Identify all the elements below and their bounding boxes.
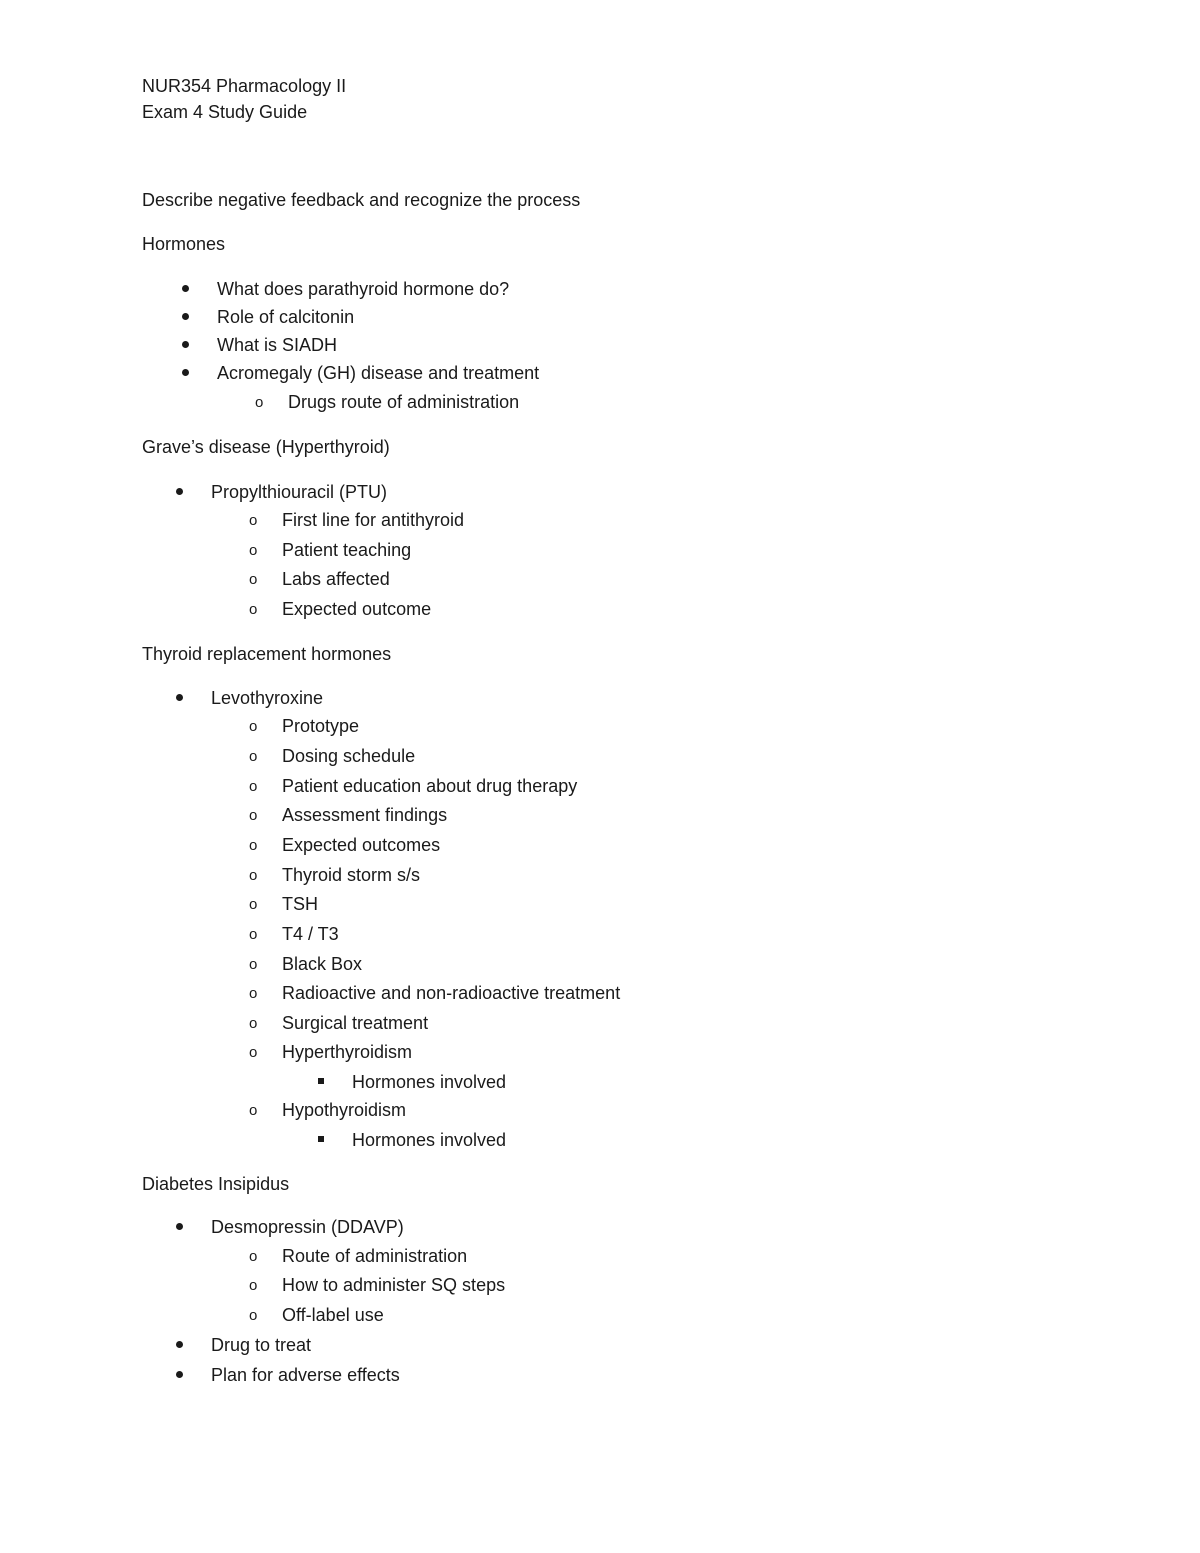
sub-list-item: Hypothyroidism [282, 1100, 407, 1120]
list-item: Plan for adverse effects [211, 1365, 400, 1385]
sub-list-item: Hyperthyroidism [282, 1042, 413, 1062]
bullet-icon [182, 285, 189, 292]
sub-list-item: First line for antithyroid [282, 510, 465, 530]
section-heading-thyroid-replacement: Thyroid replacement hormones [142, 644, 392, 664]
circle-bullet-icon: o [249, 512, 258, 529]
circle-bullet-icon: o [249, 807, 258, 824]
sub-list-item: Thyroid storm s/s [282, 865, 421, 885]
course-title: NUR354 Pharmacology II [142, 76, 347, 96]
sub-list-item: Drugs route of administration [288, 392, 520, 412]
list-item: Drug to treat [211, 1335, 312, 1355]
bullet-icon [182, 369, 189, 376]
intro-line: Describe negative feedback and recognize the process [142, 190, 581, 210]
sub-list-item: Route of administration [282, 1246, 468, 1266]
sub-list-item: How to administer SQ steps [282, 1275, 506, 1295]
list-item: What does parathyroid hormone do? [217, 279, 510, 299]
sub-sub-list-item: Hormones involved [352, 1130, 507, 1150]
circle-bullet-icon: o [249, 1277, 258, 1294]
circle-bullet-icon: o [249, 956, 258, 973]
circle-bullet-icon: o [249, 867, 258, 884]
sub-sub-list-item: Hormones involved [352, 1072, 507, 1092]
circle-bullet-icon: o [249, 542, 258, 559]
sub-list-item: Radioactive and non-radioactive treatment [282, 983, 621, 1003]
circle-bullet-icon: o [249, 1102, 258, 1119]
sub-list-item: Dosing schedule [282, 746, 416, 766]
sub-list-item: Assessment findings [282, 805, 448, 825]
list-item: Role of calcitonin [217, 307, 355, 327]
square-bullet-icon [318, 1136, 324, 1142]
sub-list-item: Expected outcome [282, 599, 432, 619]
drug-name: Propylthiouracil (PTU) [211, 482, 388, 502]
circle-bullet-icon: o [249, 601, 258, 618]
document-title: Exam 4 Study Guide [142, 102, 308, 122]
circle-bullet-icon: o [249, 837, 258, 854]
circle-bullet-icon: o [249, 778, 258, 795]
sub-list-item: Patient education about drug therapy [282, 776, 578, 796]
sub-list-item: Prototype [282, 716, 360, 736]
sub-list-item: T4 / T3 [282, 924, 339, 944]
bullet-icon [182, 341, 189, 348]
sub-list-item: Expected outcomes [282, 835, 441, 855]
circle-bullet-icon: o [249, 571, 258, 588]
sub-list-item: TSH [282, 894, 318, 914]
bullet-icon [176, 1223, 183, 1230]
circle-bullet-icon: o [249, 718, 258, 735]
sub-list-item: Patient teaching [282, 540, 412, 560]
section-heading-diabetes-insipidus: Diabetes Insipidus [142, 1174, 290, 1194]
bullet-icon [182, 313, 189, 320]
circle-bullet-icon: o [249, 1044, 258, 1061]
drug-name: Desmopressin (DDAVP) [211, 1217, 404, 1237]
bullet-icon [176, 694, 183, 701]
section-heading-hormones: Hormones [142, 234, 226, 254]
circle-bullet-icon: o [249, 1307, 258, 1324]
circle-bullet-icon: o [249, 985, 258, 1002]
list-item: Acromegaly (GH) disease and treatment [217, 363, 540, 383]
sub-list-item: Surgical treatment [282, 1013, 429, 1033]
circle-bullet-icon: o [249, 748, 258, 765]
bullet-icon [176, 1371, 183, 1378]
circle-bullet-icon: o [249, 1248, 258, 1265]
square-bullet-icon [318, 1078, 324, 1084]
section-heading-graves: Grave’s disease (Hyperthyroid) [142, 437, 390, 457]
circle-bullet-icon: o [249, 926, 258, 943]
list-item: What is SIADH [217, 335, 338, 355]
drug-name: Levothyroxine [211, 688, 324, 708]
sub-list-item: Black Box [282, 954, 363, 974]
circle-bullet-icon: o [249, 1015, 258, 1032]
sub-list-item: Labs affected [282, 569, 390, 589]
bullet-icon [176, 1341, 183, 1348]
circle-bullet-icon: o [255, 394, 264, 411]
bullet-icon [176, 488, 183, 495]
circle-bullet-icon: o [249, 896, 258, 913]
sub-list-item: Off-label use [282, 1305, 384, 1325]
